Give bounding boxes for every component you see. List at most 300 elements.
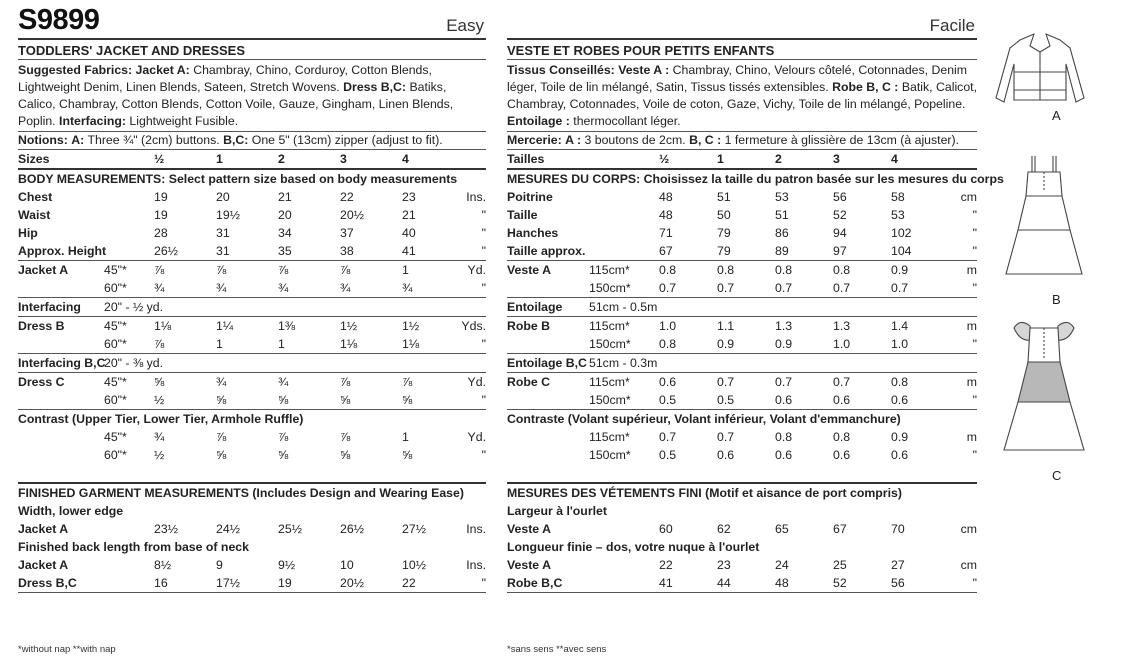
table-cell: 40	[402, 226, 416, 240]
table-cell: Approx. Height	[18, 244, 107, 258]
table-cell: Longueur finie – dos, votre nuque à l'ourlet	[507, 540, 760, 554]
sizes-row	[18, 150, 486, 170]
table-cell: 2	[278, 150, 340, 170]
tiered-dress-icon	[1000, 152, 1088, 282]
table-cell: 51cm - 0.5m	[589, 298, 977, 317]
table-cell: m	[966, 430, 977, 444]
table-cell: 0.8	[717, 261, 775, 280]
difficulty-level: Facile	[929, 16, 975, 35]
measurement-table	[507, 149, 1004, 611]
table-cell: "	[972, 281, 977, 295]
table-cell: 1⅛	[154, 317, 216, 336]
english-column	[18, 4, 487, 655]
table-cell	[507, 593, 977, 612]
table-cell: ½	[154, 150, 216, 170]
yardage-row	[507, 279, 977, 298]
table-cell	[18, 335, 104, 354]
table-cell: 1½	[340, 317, 402, 336]
table-cell: 17½	[216, 576, 240, 590]
table-cell: 60"*	[104, 448, 127, 462]
table-cell: ⅞	[402, 373, 454, 392]
table-cell: ½	[659, 150, 717, 170]
table-cell: MESURES DU CORPS: Choisissez la taille du patron basée sur les mesures du corps	[507, 169, 977, 188]
table-cell: "	[481, 448, 487, 462]
table-cell: ⅞	[154, 337, 165, 351]
table-cell: "	[972, 576, 977, 590]
table-cell: 37	[340, 226, 354, 240]
table-cell: Yds.	[454, 317, 486, 336]
table-cell: 1.4	[891, 317, 941, 336]
table-cell: Robe B,C	[507, 576, 563, 590]
table-cell: 19½	[216, 208, 240, 222]
table-cell: 0.7	[775, 373, 833, 392]
pattern-title: VESTE ET ROBES POUR PETITS ENFANTS	[507, 38, 977, 59]
table-cell: 44	[717, 576, 731, 590]
table-cell: 60"*	[104, 337, 127, 351]
table-cell: 23½	[154, 522, 178, 536]
finished-row	[18, 556, 486, 574]
table-cell: ⅞	[278, 261, 340, 280]
jacket-icon	[990, 28, 1090, 108]
table-cell: 21	[278, 190, 292, 204]
table-cell: 20½	[340, 576, 364, 590]
table-cell: 45"*	[104, 317, 154, 336]
table-cell: 9½	[278, 558, 296, 572]
table-cell: 1.0	[833, 337, 851, 351]
table-cell: 0.7	[717, 281, 735, 295]
table-cell: ¾	[216, 281, 227, 295]
yardage-row	[18, 279, 486, 298]
view-label-b: B	[1052, 292, 1061, 307]
yardage-row	[507, 391, 977, 410]
table-cell: "	[972, 244, 977, 258]
width-heading-row	[18, 502, 486, 520]
table-cell: 48	[775, 576, 789, 590]
table-cell: 53	[891, 208, 905, 222]
table-cell: 150cm*	[589, 337, 631, 351]
table-cell: 0.6	[775, 393, 793, 407]
notions: Mercerie: A : 3 boutons de 2cm. B, C : 1 fermeture à glissière de 13cm (à ajuster).	[507, 131, 977, 149]
yardage-row	[507, 261, 977, 280]
table-cell: Largeur à l'ourlet	[507, 504, 607, 518]
table-cell: "	[972, 393, 977, 407]
table-cell: 0.8	[659, 337, 677, 351]
table-cell: 51	[717, 190, 731, 204]
table-cell: ⅞	[340, 373, 402, 392]
finished-row	[507, 556, 977, 574]
table-cell: 31	[216, 226, 230, 240]
table-cell: Waist	[18, 208, 51, 222]
table-cell: 20	[278, 208, 292, 222]
table-cell: Contraste (Volant supérieur, Volant inférieur, Volant d'emmanchure)	[507, 410, 977, 429]
body-heading-row	[18, 169, 486, 188]
table-cell: 4	[402, 150, 454, 170]
table-cell: 0.7	[775, 281, 793, 295]
table-cell: 0.7	[659, 430, 677, 444]
table-cell: Interfacing B,C	[18, 354, 104, 373]
table-cell: ⅞	[216, 261, 278, 280]
table-cell: ⅝	[278, 448, 289, 462]
ruffle-dress-icon	[996, 316, 1092, 458]
table-cell: Sizes	[18, 150, 154, 170]
table-cell: Finished back length from base of neck	[18, 540, 249, 554]
width-heading-row	[507, 502, 977, 520]
table-cell: cm	[960, 522, 977, 536]
table-cell: 60"*	[104, 281, 127, 295]
table-cell	[507, 464, 977, 483]
table-cell: 0.9	[891, 430, 909, 444]
interfacing-row	[507, 354, 977, 373]
table-cell: Dress C	[18, 373, 104, 392]
table-cell: "	[972, 208, 977, 222]
table-cell: Chest	[18, 190, 53, 204]
table-cell: 71	[659, 226, 673, 240]
table-cell: "	[481, 208, 487, 222]
body-row	[507, 224, 977, 242]
finished-row	[18, 574, 486, 593]
table-cell: 34	[278, 226, 292, 240]
table-cell: 62	[717, 522, 731, 536]
table-cell: "	[481, 281, 487, 295]
yardage-row	[18, 261, 486, 280]
table-cell: 0.6	[775, 448, 793, 462]
yardage-row	[507, 428, 977, 446]
view-label-c: C	[1052, 468, 1062, 483]
body-row	[507, 206, 977, 224]
table-cell: 70	[891, 522, 905, 536]
table-cell: 3	[833, 150, 891, 170]
table-cell: 1.3	[833, 317, 891, 336]
table-cell: Entoilage	[507, 298, 589, 317]
table-cell: 1	[216, 337, 223, 351]
table-cell: ⅝	[402, 393, 413, 407]
table-cell	[18, 446, 104, 464]
table-cell: 19	[154, 208, 168, 222]
table-cell: ⅝	[340, 393, 351, 407]
table-cell	[18, 428, 104, 446]
interfacing-row	[18, 354, 486, 373]
table-cell: 1⅛	[340, 337, 358, 351]
table-cell: ⅞	[340, 430, 351, 444]
body-heading-row	[507, 169, 977, 188]
contrast-heading-row	[18, 410, 486, 429]
french-column	[507, 6, 1004, 655]
table-cell	[18, 391, 104, 410]
table-cell: 52	[833, 208, 847, 222]
table-cell: 26½	[154, 244, 178, 258]
table-cell: ⅝	[340, 448, 351, 462]
table-cell: 1.0	[659, 317, 717, 336]
table-cell: 115cm*	[589, 261, 659, 280]
table-cell: 115cm*	[589, 373, 659, 392]
table-cell: 0.6	[891, 448, 909, 462]
table-cell: ⅞	[154, 261, 216, 280]
yardage-row	[507, 317, 977, 336]
table-cell: 52	[833, 576, 847, 590]
difficulty-level: Easy	[446, 16, 484, 35]
table-cell: ½	[154, 393, 165, 407]
table-cell: 0.9	[775, 337, 793, 351]
table-cell: 150cm*	[589, 393, 631, 407]
length-heading-row	[18, 538, 486, 556]
table-cell: Taille approx.	[507, 244, 586, 258]
yardage-row	[18, 428, 486, 446]
table-cell: 60"*	[104, 393, 127, 407]
table-cell: 94	[833, 226, 847, 240]
table-cell: 56	[891, 576, 905, 590]
table-cell: 41	[402, 244, 416, 258]
table-cell: "	[972, 337, 977, 351]
table-cell: 19	[154, 190, 168, 204]
table-cell: ⅝	[216, 393, 227, 407]
table-cell: 1	[717, 150, 775, 170]
table-cell: 50	[717, 208, 731, 222]
table-cell: 0.7	[833, 281, 851, 295]
table-cell: 0.5	[717, 393, 735, 407]
table-cell: 1⅜	[278, 317, 340, 336]
table-cell: cm	[960, 190, 977, 204]
table-cell: 1.3	[775, 317, 833, 336]
table-cell: 115cm*	[589, 317, 659, 336]
table-cell: Veste A	[507, 261, 589, 280]
table-cell: Yd.	[454, 261, 486, 280]
pattern-title: TODDLERS' JACKET AND DRESSES	[18, 38, 486, 59]
table-cell: 25	[833, 558, 847, 572]
body-row	[18, 188, 486, 206]
body-row	[18, 224, 486, 242]
table-cell: 41	[659, 576, 673, 590]
table-cell: 3	[340, 150, 402, 170]
table-cell: ¾	[278, 281, 289, 295]
table-cell: 0.5	[659, 393, 677, 407]
table-cell	[18, 593, 486, 612]
table-cell: 1	[216, 150, 278, 170]
table-cell: Dress B,C	[18, 576, 77, 590]
table-cell: Hanches	[507, 226, 559, 240]
yardage-row	[18, 317, 486, 336]
table-cell: ⅝	[216, 448, 227, 462]
table-cell: ¾	[154, 430, 165, 444]
interfacing-row	[507, 298, 977, 317]
table-cell: 0.6	[833, 393, 851, 407]
table-cell: ⅞	[340, 261, 402, 280]
table-cell: 0.8	[775, 261, 833, 280]
table-cell: 1.1	[717, 317, 775, 336]
table-cell: 20" - ⅜ yd.	[104, 354, 486, 373]
table-cell	[507, 446, 589, 464]
table-cell: 28	[154, 226, 168, 240]
table-cell: FINISHED GARMENT MEASUREMENTS (Includes Design and Wearing Ease)	[18, 483, 486, 502]
table-cell: "	[481, 244, 487, 258]
spacer-row	[18, 464, 486, 483]
body-row	[18, 242, 486, 261]
table-cell: 0.8	[833, 261, 891, 280]
table-cell: 1¼	[216, 317, 278, 336]
yardage-row	[507, 335, 977, 354]
table-cell: 19	[278, 576, 292, 590]
table-cell: 0.9	[717, 337, 735, 351]
table-cell: 0.8	[659, 261, 717, 280]
table-cell: 0.6	[891, 393, 909, 407]
table-cell: 0.9	[891, 261, 941, 280]
table-cell: 89	[775, 244, 789, 258]
length-heading-row	[507, 538, 977, 556]
table-cell: 24½	[216, 522, 240, 536]
body-row	[507, 188, 977, 206]
table-cell: ¾	[154, 281, 165, 295]
table-cell: ¾	[216, 373, 278, 392]
table-cell: 45"*	[104, 373, 154, 392]
table-cell: Jacket A	[18, 522, 69, 536]
table-cell: m	[941, 373, 977, 392]
table-cell: 9	[216, 558, 223, 572]
table-cell: 4	[891, 150, 941, 170]
table-cell: 79	[717, 244, 731, 258]
table-cell: 22	[340, 190, 354, 204]
bottom-rule	[507, 593, 977, 612]
table-cell: Yd.	[454, 373, 486, 392]
finished-row	[507, 520, 977, 538]
table-cell: Width, lower edge	[18, 504, 124, 518]
table-cell: 22	[659, 558, 673, 572]
table-cell: ⅝	[402, 448, 413, 462]
table-cell: Veste A	[507, 558, 551, 572]
table-cell: 1⅛	[402, 337, 420, 351]
table-cell: MESURES DES VÉTEMENTS FINI (Motif et aisance de port compris)	[507, 483, 977, 502]
table-cell: 48	[659, 208, 673, 222]
table-cell: Contrast (Upper Tier, Lower Tier, Armhole Ruffle)	[18, 410, 486, 429]
table-cell: 25½	[278, 522, 302, 536]
measurement-table	[18, 149, 486, 611]
suggested-fabrics: Suggested Fabrics: Jacket A: Chambray, Chino, Corduroy, Cotton Blends, Lightweight Denim, Linen Blends, Sateen, Stretch Wovens. Dress B,C: Batiks, Calico, Chambray, Cotton Blends, Cotton Voile, Gauze, Gingham, Linen Blends, Poplin. Interfacing: Lightweight Fusible.	[18, 59, 486, 131]
table-cell: 22	[402, 576, 416, 590]
contrast-heading-row	[507, 410, 977, 429]
table-cell: Hip	[18, 226, 38, 240]
table-cell: 45"*	[104, 430, 127, 444]
table-cell: 31	[216, 244, 230, 258]
table-cell: Poitrine	[507, 190, 553, 204]
yardage-row	[18, 335, 486, 354]
table-cell: 53	[775, 190, 789, 204]
table-cell: 38	[340, 244, 354, 258]
table-cell: Tailles	[507, 150, 659, 170]
table-cell	[507, 279, 589, 298]
table-cell: 20	[216, 190, 230, 204]
table-cell: 0.8	[775, 430, 793, 444]
table-cell: ⅝	[278, 393, 289, 407]
table-cell: 27½	[402, 522, 426, 536]
table-cell: Robe C	[507, 373, 589, 392]
spacer-row	[507, 464, 977, 483]
footnote: *sans sens **avec sens	[507, 644, 607, 655]
table-cell: 1.0	[891, 337, 909, 351]
table-cell: 58	[891, 190, 905, 204]
yardage-row	[507, 446, 977, 464]
table-cell: 79	[717, 226, 731, 240]
table-cell: Entoilage B,C	[507, 354, 589, 373]
table-cell: 51cm - 0.3m	[589, 354, 977, 373]
table-cell: 150cm*	[589, 281, 631, 295]
finished-row	[507, 574, 977, 593]
table-cell: 45"*	[104, 261, 154, 280]
table-cell: ¾	[402, 281, 413, 295]
table-cell: 97	[833, 244, 847, 258]
table-cell: 0.7	[659, 281, 677, 295]
finished-heading-row	[18, 483, 486, 502]
table-cell	[507, 428, 589, 446]
table-cell: 104	[891, 244, 912, 258]
interfacing-row	[18, 298, 486, 317]
table-cell: Jacket A	[18, 261, 104, 280]
table-cell: Ins.	[466, 190, 487, 204]
table-cell: ½	[154, 448, 165, 462]
table-cell: Ins.	[466, 558, 487, 572]
table-cell: 0.7	[717, 430, 735, 444]
table-cell: 0.7	[717, 373, 775, 392]
table-cell: Dress B	[18, 317, 104, 336]
table-cell	[454, 150, 486, 170]
table-cell: ⅞	[216, 430, 227, 444]
table-cell: 0.5	[659, 448, 677, 462]
table-cell: 0.8	[891, 373, 941, 392]
table-cell: 1	[402, 261, 454, 280]
pattern-code: S9899	[18, 4, 100, 36]
suggested-fabrics: Tissus Conseillés: Veste A : Chambray, Chino, Velours côtelé, Cotonnades, Denim léger, Toile de lin mélangé, Satin, Tissus tissés extensibles. Robe B, C : Batik, Calicot, Chambray, Cotonnades, Voile de coton, Gaze, Vichy, Toile de lin mélangé, Popeline. Entoilage : thermocollant léger.	[507, 59, 977, 131]
table-cell: 60	[659, 522, 673, 536]
table-cell: Taille	[507, 208, 538, 222]
table-cell: ¾	[278, 373, 340, 392]
table-cell: 2	[775, 150, 833, 170]
table-cell	[507, 391, 589, 410]
table-cell: 23	[402, 190, 416, 204]
table-cell: 1	[402, 430, 409, 444]
table-cell: 20½	[340, 208, 364, 222]
table-cell: Jacket A	[18, 558, 69, 572]
table-cell: 0.7	[833, 373, 891, 392]
table-cell	[941, 150, 977, 170]
footnote: *without nap **with nap	[18, 644, 116, 655]
table-cell: Yd.	[467, 430, 487, 444]
table-cell: m	[941, 317, 977, 336]
table-cell	[18, 464, 486, 483]
table-cell: Ins.	[466, 522, 487, 536]
table-cell: "	[481, 576, 487, 590]
table-cell: 10½	[402, 558, 426, 572]
table-cell: 8½	[154, 558, 172, 572]
table-cell: 56	[833, 190, 847, 204]
table-cell: 20" - ½ yd.	[104, 298, 486, 317]
table-cell: 0.6	[717, 448, 735, 462]
table-cell: ⅝	[154, 373, 216, 392]
table-cell: 67	[659, 244, 673, 258]
table-cell: 102	[891, 226, 912, 240]
table-cell: 0.8	[833, 430, 851, 444]
body-row	[18, 206, 486, 224]
table-cell: "	[481, 337, 487, 351]
table-cell	[18, 279, 104, 298]
bottom-rule	[18, 593, 486, 612]
table-cell: 48	[659, 190, 673, 204]
table-cell: 51	[775, 208, 789, 222]
table-cell: 24	[775, 558, 789, 572]
table-cell: 1	[278, 337, 285, 351]
table-cell: 10	[340, 558, 354, 572]
table-cell: ⅞	[278, 430, 289, 444]
table-cell: Robe B	[507, 317, 589, 336]
yardage-row	[18, 373, 486, 392]
yardage-row	[507, 373, 977, 392]
yardage-row	[18, 446, 486, 464]
